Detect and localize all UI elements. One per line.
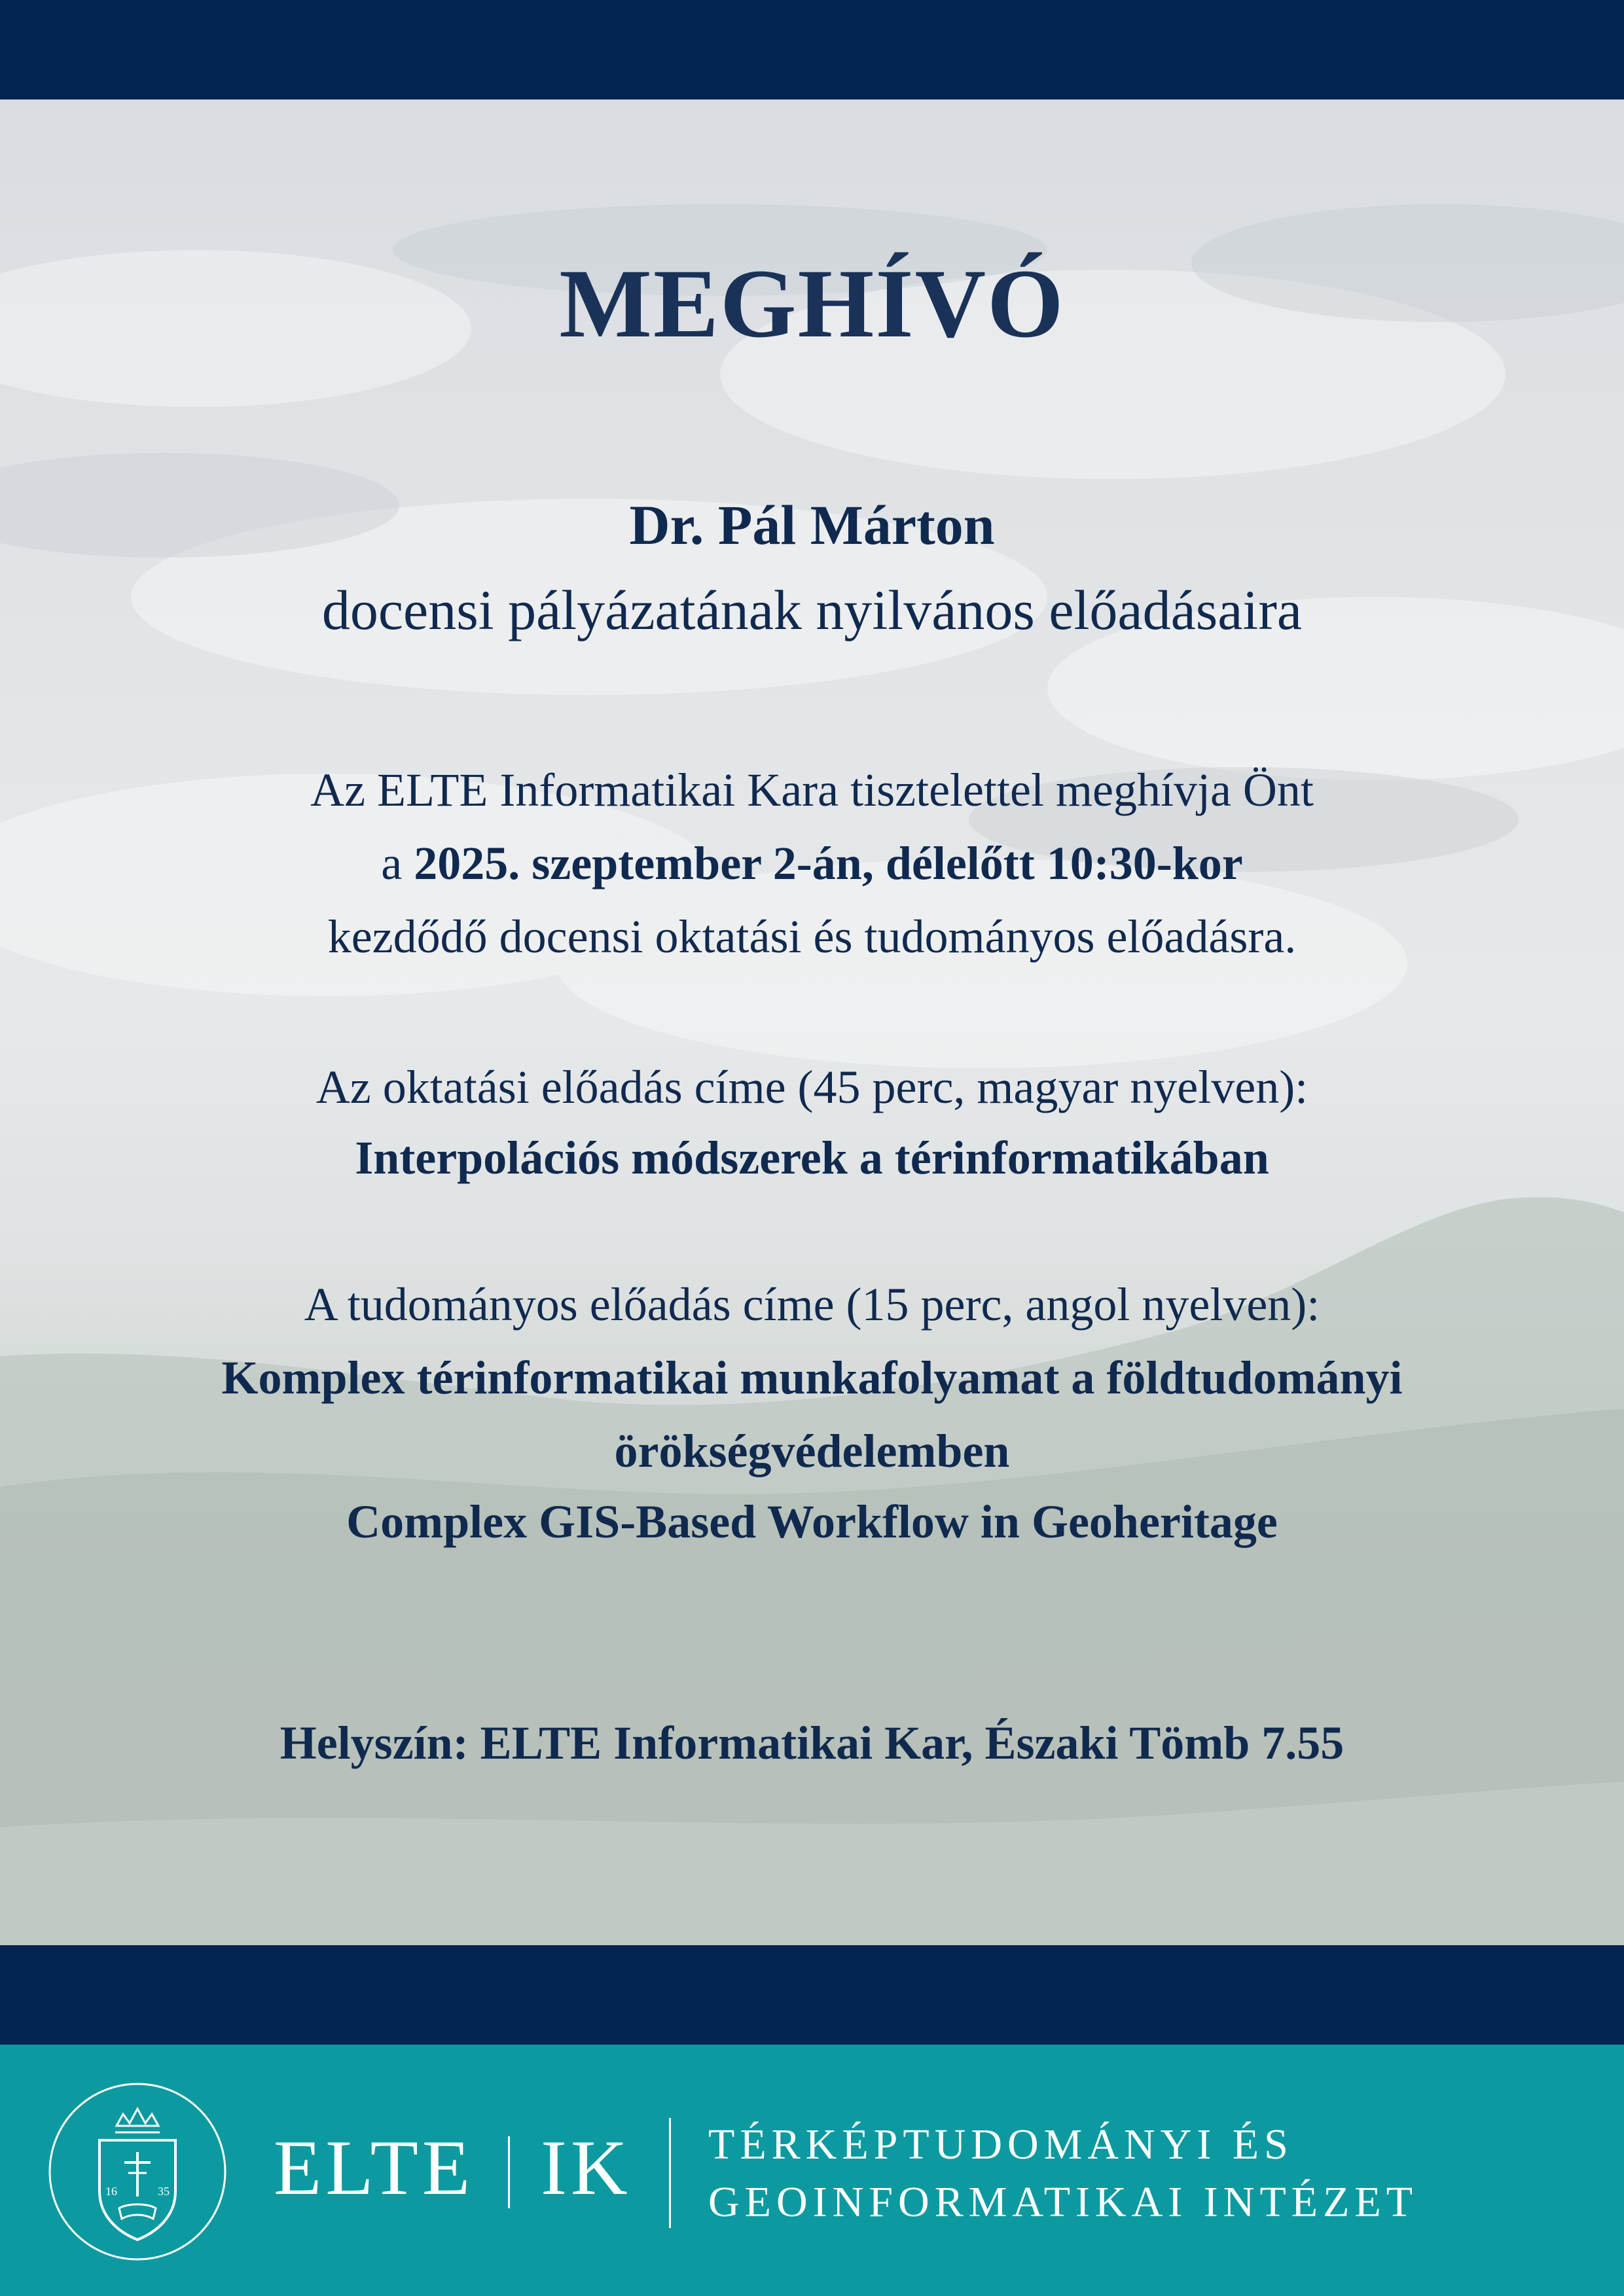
invitation-line-1: Az ELTE Informatikai Kara tisztelettel meghívja Önt <box>310 764 1314 816</box>
page-title: MEGHÍVÓ <box>559 249 1065 358</box>
teaching-lecture-label: Az oktatási előadás címe (45 perc, magyar nyelven): <box>316 1061 1308 1113</box>
invitation-line-2-prefix: a <box>381 837 414 889</box>
institute-divider <box>669 2118 671 2228</box>
location: Helyszín: ELTE Informatikai Kar, Északi Tömb 7.55 <box>280 1717 1344 1769</box>
bottom-banner <box>0 1945 1624 2045</box>
teaching-lecture-title: Interpolációs módszerek a térinformatikában <box>355 1132 1269 1184</box>
scientific-lecture-title-hu-1: Komplex térinformatikai munkafolyamat a földtudományi <box>221 1352 1403 1404</box>
scientific-lecture-title-hu-2: örökségvédelemben <box>614 1425 1010 1477</box>
institute-name-line-2: GEOINFORMATIKAI INTÉZET <box>708 2178 1418 2226</box>
seal-year-right: 35 <box>158 2185 170 2198</box>
invitation-line-3: kezdődő docensi oktatási és tudományos előadásra. <box>327 910 1297 963</box>
scientific-lecture-title-en: Complex GIS-Based Workflow in Geoheritage <box>346 1496 1278 1548</box>
event-datetime: 2025. szeptember 2-án, délelőtt 10:30-kor <box>414 837 1243 889</box>
speaker-name: Dr. Pál Márton <box>629 493 995 556</box>
institute-name-line-1: TÉRKÉPTUDOMÁNYI ÉS <box>708 2121 1293 2168</box>
top-banner <box>0 0 1624 99</box>
landscape-illustration <box>0 99 1624 1945</box>
logo-divider <box>508 2136 510 2208</box>
scientific-lecture-label: A tudományos előadás címe (15 perc, angol nyelven): <box>304 1278 1320 1331</box>
invitation-line-2 <box>0 836 1624 891</box>
elte-seal-icon <box>46 2080 229 2263</box>
ik-logo-text: IK <box>541 2124 632 2211</box>
landscape-background <box>0 99 1624 1945</box>
elte-logo-text: ELTE <box>274 2124 475 2211</box>
footer <box>0 2045 1624 2296</box>
seal-year-left: 16 <box>105 2185 117 2198</box>
speaker-subtitle: docensi pályázatának nyilvános előadásaira <box>321 579 1303 641</box>
